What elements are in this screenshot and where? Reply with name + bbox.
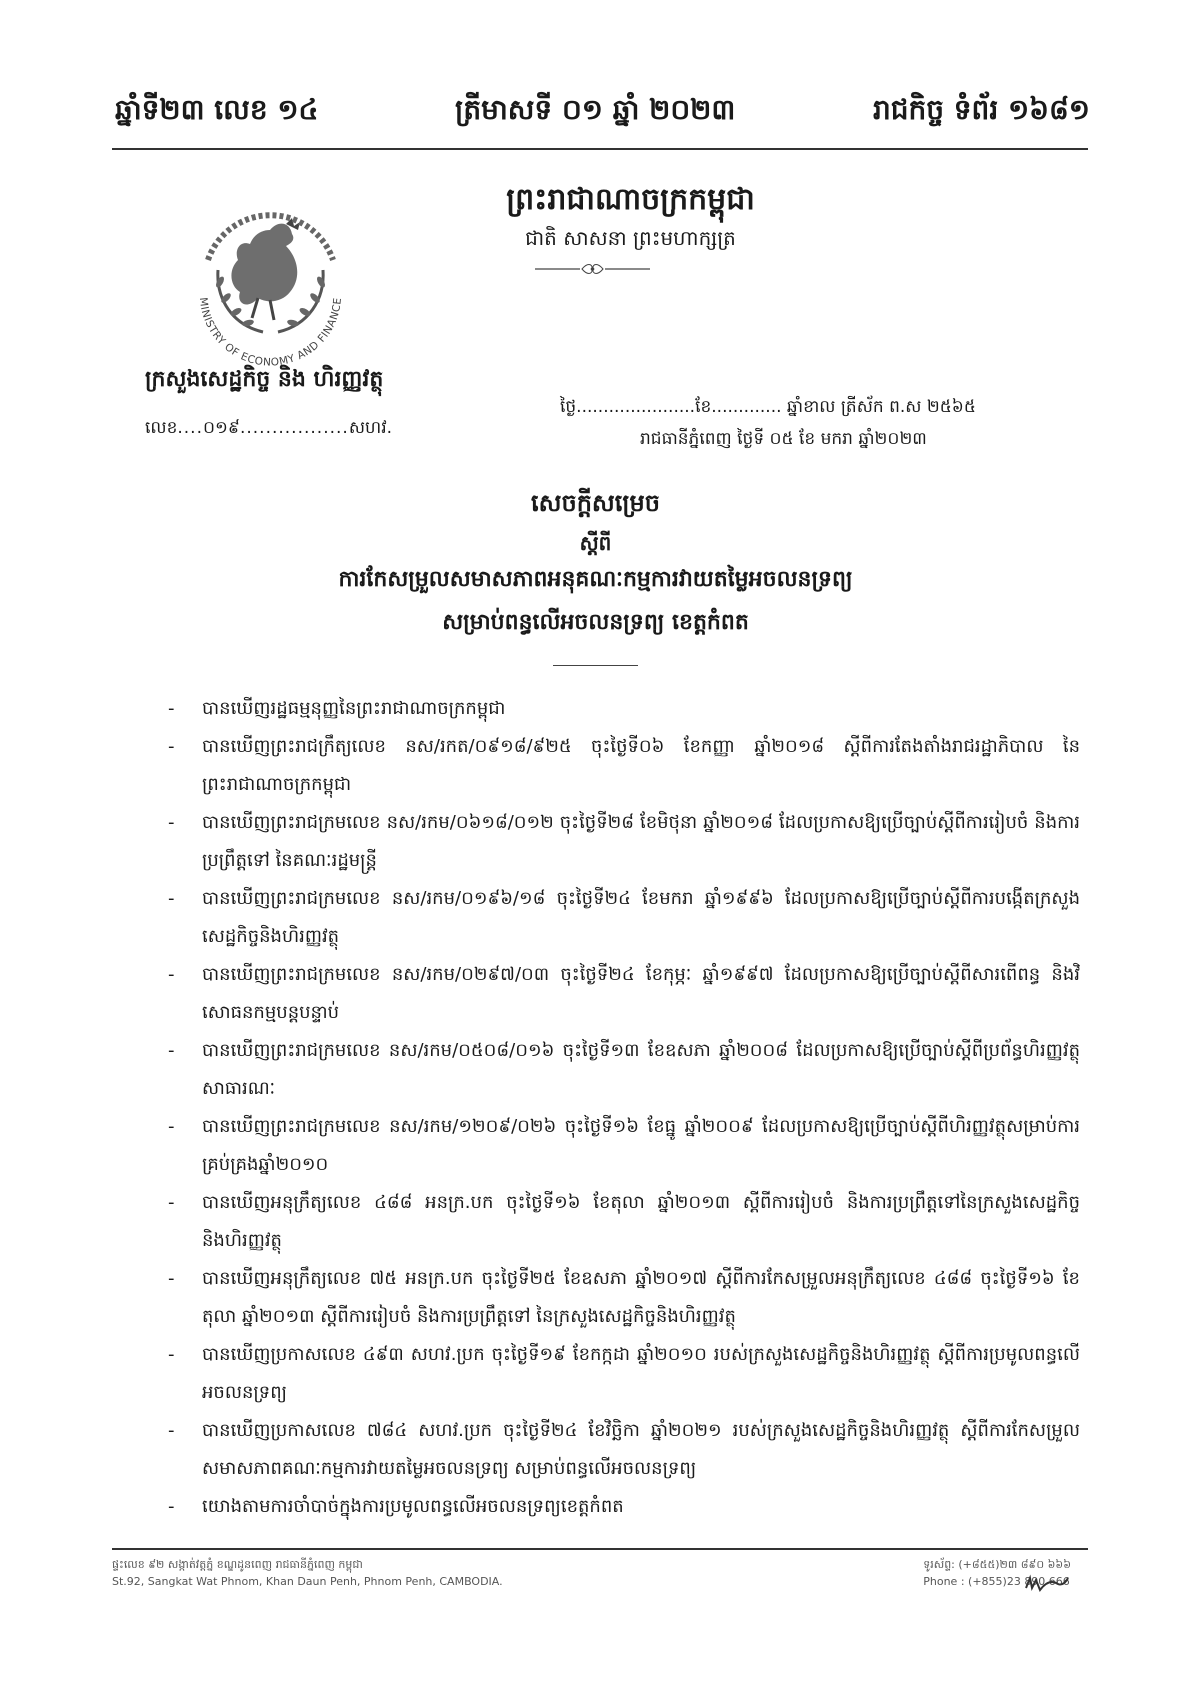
lunar-date: ថ្ងៃ......................ខែ............. ឆ្នាំខាល ត្រីស័ក ព.ស ២៥៦៥ — [560, 397, 976, 417]
subject-line-2: សម្រាប់ពន្ធលើអចលនទ្រព្យ ខេត្តកំពត — [442, 610, 749, 635]
gazette-quarter: ត្រីមាសទី ០១ ឆ្នាំ ២០២៣ — [455, 93, 736, 126]
title-divider — [553, 665, 638, 666]
footer-address-km: ផ្ទះលេខ ៩២ សង្កាត់វត្តភ្នំ ខណ្ឌដូនពេញ រាជធានីភ្នំពេញ កម្ពុជា — [112, 1558, 363, 1571]
running-header — [115, 92, 1090, 142]
list-item: - បានឃើញអនុក្រឹត្យលេខ ៤៨៨ អនក្រ.បក ចុះថ្ងៃទី១៦ ខែតុលា ឆ្នាំ២០១៣ ស្តីពីការរៀបចំ និងការប្រព្រឹត្តទៅនៃក្រសួងសេដ្ឋកិច្ចនិងហិរញ្ញវត្ថុ — [168, 1192, 1080, 1251]
footer-phone-en: Phone : (+855)23 890 666 — [923, 1575, 1070, 1588]
regarding-label: ស្តីពី — [579, 531, 612, 555]
ref-suffix: សហវ. — [348, 418, 393, 438]
list-item: - បានឃើញព្រះរាជក្រមលេខ នស/រកម/០១៩៦/១៨ ចុះថ្ងៃទី២៤ ខែមករា ឆ្នាំ១៩៩៦ ដែលប្រកាសឱ្យប្រើច្បាប់ស្តីពីការបង្កើតក្រសួងសេដ្ឋកិច្ចនិងហិរញ្ញវត្ថុ — [168, 888, 1080, 947]
list-item: - បានឃើញប្រកាសលេខ ៧៨៤ សហវ.ប្រក ចុះថ្ងៃទី២៤ ខែវិច្ឆិកា ឆ្នាំ២០២១ របស់ក្រសួងសេដ្ឋកិច្ចនិងហិរញ្ញវត្ថុ ស្តីពីការកែសម្រួលសមាសភាពគណៈកម្មការវាយតម្លៃអចលនទ្រព្យ សម្រាប់ពន្ធលើអចលនទ្រព្យ — [168, 1420, 1080, 1479]
subject-line-1: ការកែសម្រួលសមាសភាពអនុគណៈកម្មការវាយតម្លៃអចលនទ្រព្យ — [338, 567, 853, 592]
header-divider — [112, 148, 1088, 150]
national-motto: ជាតិ សាសនា ព្រះមហាក្សត្រ — [525, 226, 736, 250]
place-and-date: រាជធានីភ្នំពេញ ថ្ងៃទី ០៥ ខែ មករា ឆ្នាំ២០២៣ — [640, 429, 927, 449]
ornament-divider-icon — [535, 262, 650, 276]
footer-address-en: St.92, Sangkat Wat Phnom, Khan Daun Penh, Phnom Penh, CAMBODIA. — [112, 1575, 503, 1588]
list-item: - យោងតាមការចាំបាច់ក្នុងការប្រមូលពន្ធលើអចលនទ្រព្យខេត្តកំពត — [168, 1496, 624, 1517]
list-item: - បានឃើញអនុក្រឹត្យលេខ ៧៥ អនក្រ.បក ចុះថ្ងៃទី២៥ ខែឧសភា ឆ្នាំ២០១៧ ស្តីពីការកែសម្រួលអនុក្រឹត្យលេខ ៤៨៨ ចុះថ្ងៃទី១៦ ខែតុលា ឆ្នាំ២០១៣ ស្តីពីការរៀបចំ និងការប្រព្រឹត្តទៅ នៃក្រសួងសេដ្ឋកិច្ចនិងហិរញ្ញវត្ថុ — [168, 1268, 1080, 1327]
recitals-list — [168, 690, 1080, 1526]
list-item: - បានឃើញព្រះរាជក្រមលេខ នស/រកម/១២០៩/០២៦ ចុះថ្ងៃទី១៦ ខែធ្នូ ឆ្នាំ២០០៩ ដែលប្រកាសឱ្យប្រើច្បាប់ស្តីពីហិរញ្ញវត្ថុសម្រាប់ការគ្រប់គ្រងឆ្នាំ២០១០ — [168, 1116, 1080, 1175]
reference-number-line: លេខ....០១៩.................សហវ. — [145, 418, 393, 438]
document-type-title: សេចក្តីសម្រេច — [530, 489, 661, 517]
footer-phone-km: ទូរស័ព្ទ: (+៨៥៥)២៣ ៨៩០ ៦៦៦ — [923, 1558, 1071, 1571]
ref-prefix: លេខ — [145, 418, 178, 438]
kingdom-title: ព្រះរាជាណាចក្រកម្ពុជា — [506, 182, 755, 217]
gazette-page-number: រាជកិច្ច ទំព័រ ១៦៨១ — [872, 93, 1090, 126]
list-item: - បានឃើញប្រកាសលេខ ៤៩៣ សហវ.ប្រក ចុះថ្ងៃទី១៩ ខែកក្កដា ឆ្នាំ២០១០ របស់ក្រសួងសេដ្ឋកិច្ចនិងហិរញ្ញវត្ថុ ស្តីពីការប្រមូលពន្ធលើអចលនទ្រព្យ — [168, 1344, 1080, 1403]
list-item: - បានឃើញព្រះរាជក្រមលេខ នស/រកម/០៦១៨/០១២ ចុះថ្ងៃទី២៨ ខែមិថុនា ឆ្នាំ២០១៨ ដែលប្រកាសឱ្យប្រើច្បាប់ស្តីពីការរៀបចំ និងការប្រព្រឹត្តទៅ នៃគណៈរដ្ឋមន្ត្រី — [168, 812, 1080, 871]
ref-number: ០១៩ — [203, 418, 240, 438]
list-item: - បានឃើញព្រះរាជក្រមលេខ នស/រកម/០៥០៨/០១៦ ចុះថ្ងៃទី១៣ ខែឧសភា ឆ្នាំ២០០៨ ដែលប្រកាសឱ្យប្រើច្បាប់ស្តីពីប្រព័ន្ធហិរញ្ញវត្ថុសាធារណៈ — [168, 1040, 1080, 1099]
footer-divider — [112, 1548, 1088, 1550]
footer-address — [112, 1556, 503, 1590]
gazette-year-issue: ឆ្នាំទី២៣ លេខ ១៤ — [115, 93, 319, 126]
list-item: - បានឃើញព្រះរាជក្រឹត្យលេខ នស/រកត/០៩១៨/៩២៥ ចុះថ្ងៃទី០៦ ខែកញ្ញា ឆ្នាំ២០១៨ ស្តីពីការតែងតាំងរាជរដ្ឋាភិបាល នៃព្រះរាជាណាចក្រកម្ពុជា — [168, 736, 1080, 795]
list-item: - បានឃើញរដ្ឋធម្មនុញ្ញនៃព្រះរាជាណាចក្រកម្ពុជា — [168, 698, 506, 719]
initials-signature-icon — [1022, 1572, 1070, 1596]
ministry-name: ក្រសួងសេដ្ឋកិច្ច និង ហិរញ្ញវត្ថុ — [145, 367, 384, 392]
seal-english-text: MINISTRY OF ECONOMY AND FINANCE — [196, 296, 345, 369]
list-item: - បានឃើញព្រះរាជក្រមលេខ នស/រកម/០២៩៧/០៣ ចុះថ្ងៃទី២៤ ខែកុម្ភៈ ឆ្នាំ១៩៩៧ ដែលប្រកាសឱ្យប្រើច្បាប់ស្តីពីសារពើពន្ធ និងវិសោធនកម្មបន្តបន្ទាប់ — [168, 964, 1080, 1023]
